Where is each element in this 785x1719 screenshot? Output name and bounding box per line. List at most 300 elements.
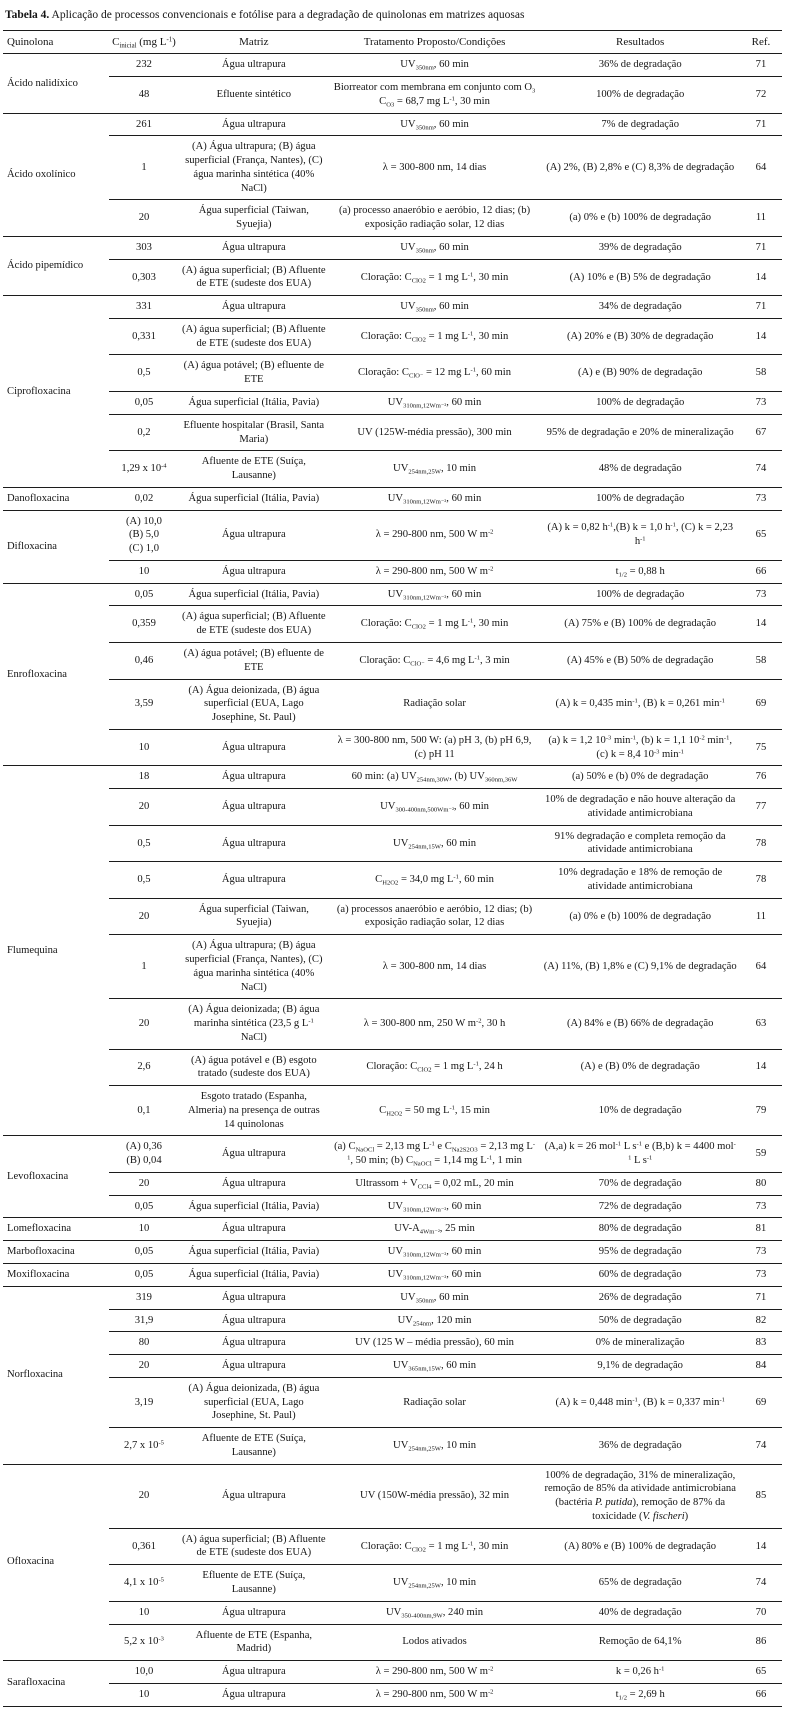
matrix: Água ultrapura — [179, 1661, 329, 1684]
initial-concentration: 18 — [109, 766, 179, 789]
table-row — [3, 583, 782, 606]
treatment: $UV_{300-400nm,500Wm^{-2}}$, 60 min — [329, 789, 541, 826]
matrix: (A) água superficial; (B) Afluente de ETE (sudeste dos EUA) — [179, 259, 329, 296]
initial-concentration: 0,05 — [109, 392, 179, 415]
initial-concentration: 0,1 — [109, 1086, 179, 1136]
initial-concentration: 20 — [109, 1464, 179, 1528]
result: 10% de degradação — [540, 1086, 739, 1136]
matrix: Água ultrapura — [179, 729, 329, 766]
reference: 82 — [740, 1309, 782, 1332]
matrix: Efluente hospitalar (Brasil, Santa Maria) — [179, 414, 329, 451]
reference: 74 — [740, 1565, 782, 1602]
matrix: (A) Água deionizada; (B) água marinha sintética (23,5 g $L^{-1}$ NaCl) — [179, 999, 329, 1049]
treatment: Cloração: $C_{ClO2} = 1$ mg $L^{-1}$, 30 min — [329, 606, 541, 643]
reference: 83 — [740, 1332, 782, 1355]
column-header-res: Resultados — [540, 30, 739, 53]
reference: 67 — [740, 414, 782, 451]
table-header — [3, 30, 782, 53]
treatment: $UV_{350nm}$, 60 min — [329, 113, 541, 136]
matrix: Afluente de ETE (Espanha, Madrid) — [179, 1624, 329, 1661]
table-row — [3, 136, 782, 200]
reference: 86 — [740, 1624, 782, 1661]
table-row — [3, 825, 782, 862]
matrix: (A) água potável e (B) esgoto tratado (sudeste dos EUA) — [179, 1049, 329, 1086]
treatment: $UV_{365nm,15W}$, 60 min — [329, 1355, 541, 1378]
result: 91% degradação e completa remoção da atividade antimicrobiana — [540, 825, 739, 862]
treatment: Cloração: $C_{ClO^-} = 12$ mg $L^{-1}$, 60 min — [329, 355, 541, 392]
table-row — [3, 1661, 782, 1684]
matrix: Água ultrapura — [179, 560, 329, 583]
initial-concentration: 0,5 — [109, 355, 179, 392]
reference: 73 — [740, 1241, 782, 1264]
initial-concentration: 0,359 — [109, 606, 179, 643]
matrix: Água ultrapura — [179, 510, 329, 560]
table-row — [3, 236, 782, 259]
reference: 11 — [740, 200, 782, 237]
reference: 75 — [740, 729, 782, 766]
treatment: $UV_{310nm,12Wm^{-2}}$, 60 min — [329, 392, 541, 415]
treatment: $UV_{254nm,25W}$, 10 min — [329, 1428, 541, 1465]
matrix: (A) Água ultrapura; (B) água superficial (França, Nantes), (C) água marinha sintética (40% NaCl) — [179, 136, 329, 200]
initial-concentration: 0,02 — [109, 487, 179, 510]
quinolone-degradation-table — [3, 30, 782, 1707]
table-row — [3, 898, 782, 935]
result: (A) 2%, (B) 2,8% e (C) 8,3% de degradação — [540, 136, 739, 200]
table-row — [3, 1172, 782, 1195]
result: 100% de degradação — [540, 77, 739, 114]
reference: 65 — [740, 1661, 782, 1684]
quinolone-name: Sarafloxacina — [3, 1661, 109, 1707]
initial-concentration: 0,361 — [109, 1528, 179, 1565]
table-row — [3, 1218, 782, 1241]
matrix: Água ultrapura — [179, 789, 329, 826]
table-caption-label: Tabela 4. — [5, 9, 50, 21]
table-row — [3, 729, 782, 766]
initial-concentration: 10 — [109, 560, 179, 583]
result: $t_{1/2} = 0,88$ h — [540, 560, 739, 583]
treatment: Biorreator com membrana em conjunto com $O_3$ $C_{O3} = 68,7$ mg $L^{-1}$, 30 min — [329, 77, 541, 114]
reference: 14 — [740, 318, 782, 355]
column-header-ref: Ref. — [740, 30, 782, 53]
matrix: Água ultrapura — [179, 1218, 329, 1241]
table-row — [3, 1355, 782, 1378]
quinolone-name: Ácido nalidíxico — [3, 54, 109, 113]
matrix: (A) água potável; (B) efluente de ETE — [179, 642, 329, 679]
table-row — [3, 510, 782, 560]
initial-concentration: 0,05 — [109, 1241, 179, 1264]
result: (A,a) k = 26 mol$^{-1}$ L $s^{-1}$ e (B,b) k = 4400 mol$^{-1}$ L $s^{-1}$ — [540, 1136, 739, 1173]
matrix: Água ultrapura — [179, 236, 329, 259]
result: 60% de degradação — [540, 1264, 739, 1287]
result: (A) 80% e (B) 100% de degradação — [540, 1528, 739, 1565]
matrix: Água ultrapura — [179, 1601, 329, 1624]
result: k = 0,26 $h^{-1}$ — [540, 1661, 739, 1684]
table-row — [3, 1049, 782, 1086]
result: (A) k = 0,448 $\min^{-1}$, (B) k = 0,337 $\min^{-1}$ — [540, 1377, 739, 1427]
result: 7% de degradação — [540, 113, 739, 136]
reference: 74 — [740, 1428, 782, 1465]
result: (A) 20% e (B) 30% de degradação — [540, 318, 739, 355]
result: (a) 0% e (b) 100% de degradação — [540, 200, 739, 237]
initial-concentration: 1 — [109, 935, 179, 999]
treatment: $UV_{350nm}$, 60 min — [329, 296, 541, 319]
result: 26% de degradação — [540, 1286, 739, 1309]
result: (A) 10% e (B) 5% de degradação — [540, 259, 739, 296]
table-row — [3, 1624, 782, 1661]
reference: 59 — [740, 1136, 782, 1173]
table-row — [3, 1377, 782, 1427]
matrix: (A) água superficial; (B) Afluente de ETE (sudeste dos EUA) — [179, 318, 329, 355]
table-row — [3, 1264, 782, 1287]
treatment: λ = 290-800 nm, 500 W $m^{-2}$ — [329, 510, 541, 560]
table-row — [3, 862, 782, 899]
treatment: $UV_{310nm,12Wm^{-2}}$, 60 min — [329, 1195, 541, 1218]
table-row — [3, 679, 782, 729]
table-row — [3, 1332, 782, 1355]
result: 100% de degradação — [540, 487, 739, 510]
result: (a) k = 1,2 $10^{-3}$ $\min^{-1}$, (b) k = 1,1 $10^{-2}$ $\min^{-1}$, (c) k = 8,4 $10^{-3}$ $\min^{-1}$ — [540, 729, 739, 766]
treatment: (a) processos anaeróbio e aeróbio, 12 dias; (b) exposição radiação solar, 12 dias — [329, 898, 541, 935]
column-header-matr: Matriz — [179, 30, 329, 53]
treatment: $UV_{254nm,25W}$, 10 min — [329, 1565, 541, 1602]
result: 100% de degradação — [540, 392, 739, 415]
initial-concentration: 10 — [109, 1683, 179, 1706]
treatment: $UV_{254nm,15W}$, 60 min — [329, 825, 541, 862]
initial-concentration: 48 — [109, 77, 179, 114]
reference: 69 — [740, 1377, 782, 1427]
matrix: (A) Água ultrapura; (B) água superficial (França, Nantes), (C) água marinha sintética (40% NaCl) — [179, 935, 329, 999]
table-row — [3, 1241, 782, 1264]
treatment: $C_{H2O2} = 50$ mg $L^{-1}$, 15 min — [329, 1086, 541, 1136]
result: (A) 75% e (B) 100% de degradação — [540, 606, 739, 643]
matrix: Água superficial (Taiwan, Syuejia) — [179, 200, 329, 237]
table-row — [3, 1086, 782, 1136]
reference: 84 — [740, 1355, 782, 1378]
matrix: (A) água potável; (B) efluente de ETE — [179, 355, 329, 392]
reference: 71 — [740, 236, 782, 259]
table-row — [3, 54, 782, 77]
quinolone-name: Norfloxacina — [3, 1286, 109, 1464]
matrix: Afluente de ETE (Suíça, Lausanne) — [179, 1428, 329, 1465]
reference: 73 — [740, 487, 782, 510]
initial-concentration: 1,29 x $10^{-4}$ — [109, 451, 179, 488]
column-header-conc: $C_{inicial}$ (mg $L^{-1}$) — [109, 30, 179, 53]
result: (A) k = 0,435 $\min^{-1}$, (B) k = 0,261 $\min^{-1}$ — [540, 679, 739, 729]
treatment: $UV_{310nm,12Wm^{-2}}$, 60 min — [329, 1264, 541, 1287]
table-row — [3, 296, 782, 319]
treatment: Ultrassom + $V_{CCl4} = 0,02$ mL, 20 min — [329, 1172, 541, 1195]
matrix: Esgoto tratado (Espanha, Almeria) na presença de outras 14 quinolonas — [179, 1086, 329, 1136]
initial-concentration: 0,303 — [109, 259, 179, 296]
initial-concentration: 10 — [109, 1601, 179, 1624]
initial-concentration: 31,9 — [109, 1309, 179, 1332]
result: (A) 45% e (B) 50% de degradação — [540, 642, 739, 679]
matrix: Água superficial (Itália, Pavia) — [179, 1264, 329, 1287]
result: (A) e (B) 90% de degradação — [540, 355, 739, 392]
initial-concentration: 0,2 — [109, 414, 179, 451]
treatment: UV (125W-média pressão), 300 min — [329, 414, 541, 451]
treatment: Lodos ativados — [329, 1624, 541, 1661]
reference: 73 — [740, 583, 782, 606]
reference: 85 — [740, 1464, 782, 1528]
reference: 78 — [740, 862, 782, 899]
reference: 78 — [740, 825, 782, 862]
table-row — [3, 789, 782, 826]
result: 10% de degradação e não houve alteração da atividade antimicrobiana — [540, 789, 739, 826]
reference: 71 — [740, 296, 782, 319]
treatment: Radiação solar — [329, 679, 541, 729]
result: 100% de degradação — [540, 583, 739, 606]
matrix: Água ultrapura — [179, 1355, 329, 1378]
treatment: λ = 290-800 nm, 500 W $m^{-2}$ — [329, 1661, 541, 1684]
table-row — [3, 1428, 782, 1465]
initial-concentration: 80 — [109, 1332, 179, 1355]
initial-concentration: 20 — [109, 789, 179, 826]
initial-concentration: 10,0 — [109, 1661, 179, 1684]
table-row — [3, 259, 782, 296]
reference: 71 — [740, 54, 782, 77]
quinolone-name: Enrofloxacina — [3, 583, 109, 766]
initial-concentration: 2,7 x $10^{-5}$ — [109, 1428, 179, 1465]
reference: 66 — [740, 560, 782, 583]
initial-concentration: 5,2 x $10^{-3}$ — [109, 1624, 179, 1661]
column-header-trat: Tratamento Proposto/Condições — [329, 30, 541, 53]
result: 100% de degradação, 31% de mineralização, remoção de 85% da atividade antimicrobiana (bactéria P. putida), remoção de 87% da toxicidade (V. fischeri) — [540, 1464, 739, 1528]
result: $t_{1/2} = 2,69$ h — [540, 1683, 739, 1706]
treatment: $UV_{310nm,12Wm^{-2}}$, 60 min — [329, 583, 541, 606]
matrix: Afluente de ETE (Suíça, Lausanne) — [179, 451, 329, 488]
result: 95% de degradação e 20% de mineralização — [540, 414, 739, 451]
result: 80% de degradação — [540, 1218, 739, 1241]
treatment: $UV_{350-400nm,9W}$, 240 min — [329, 1601, 541, 1624]
initial-concentration: 0,05 — [109, 1195, 179, 1218]
treatment: 60 min: (a) $UV_{254nm,30W}$, (b) $UV_{360nm,36W}$ — [329, 766, 541, 789]
treatment: Cloração: $C_{ClO^-} = 4,6$ mg $L^{-1}$, 3 min — [329, 642, 541, 679]
result: (A) e (B) 0% de degradação — [540, 1049, 739, 1086]
quinolone-name: Marbofloxacina — [3, 1241, 109, 1264]
result: 72% de degradação — [540, 1195, 739, 1218]
treatment: $UV_{254nm,25W}$, 10 min — [329, 451, 541, 488]
matrix: Água ultrapura — [179, 1332, 329, 1355]
reference: 64 — [740, 935, 782, 999]
result: 48% de degradação — [540, 451, 739, 488]
header-row — [3, 30, 782, 53]
treatment: UV (125 W – média pressão), 60 min — [329, 1332, 541, 1355]
treatment: Cloração: $C_{ClO2} = 1$ mg $L^{-1}$, 30 min — [329, 259, 541, 296]
matrix: (A) água superficial; (B) Afluente de ETE (sudeste dos EUA) — [179, 1528, 329, 1565]
quinolone-name: Ácido oxolínico — [3, 113, 109, 236]
matrix: Água ultrapura — [179, 862, 329, 899]
quinolone-name: Flumequina — [3, 766, 109, 1136]
quinolone-name: Ofloxacina — [3, 1464, 109, 1660]
initial-concentration: (A) 10,0 (B) 5,0 (C) 1,0 — [109, 510, 179, 560]
treatment: λ = 290-800 nm, 500 W $m^{-2}$ — [329, 1683, 541, 1706]
matrix: Água superficial (Itália, Pavia) — [179, 583, 329, 606]
reference: 65 — [740, 510, 782, 560]
matrix: Efluente sintético — [179, 77, 329, 114]
initial-concentration: 2,6 — [109, 1049, 179, 1086]
reference: 71 — [740, 1286, 782, 1309]
matrix: (A) água superficial; (B) Afluente de ETE (sudeste dos EUA) — [179, 606, 329, 643]
matrix: Efluente de ETE (Suíça, Lausanne) — [179, 1565, 329, 1602]
reference: 81 — [740, 1218, 782, 1241]
matrix: Água ultrapura — [179, 1172, 329, 1195]
result: (A) k = 0,82 $h^{-1},(B) k = 1,0$ $h^{-1}$, (C) k = 2,23 $h^{-1}$ — [540, 510, 739, 560]
table-row — [3, 1683, 782, 1706]
table-row — [3, 200, 782, 237]
table-row — [3, 1136, 782, 1173]
matrix: Água ultrapura — [179, 766, 329, 789]
treatment: λ = 290-800 nm, 500 W $m^{-2}$ — [329, 560, 541, 583]
result: (a) 50% e (b) 0% de degradação — [540, 766, 739, 789]
treatment: $C_{H2O2} = 34,0$ mg $L^{-1}$, 60 min — [329, 862, 541, 899]
treatment: (a) processo anaeróbio e aeróbio, 12 dias; (b) exposição radiação solar, 12 dias — [329, 200, 541, 237]
treatment: $UV_{310nm,12Wm^{-2}}$, 60 min — [329, 487, 541, 510]
result: 95% de degradação — [540, 1241, 739, 1264]
initial-concentration: 20 — [109, 1172, 179, 1195]
result: (A) 11%, (B) 1,8% e (C) 9,1% de degradação — [540, 935, 739, 999]
result: 39% de degradação — [540, 236, 739, 259]
initial-concentration: 0,331 — [109, 318, 179, 355]
quinolone-name: Danofloxacina — [3, 487, 109, 510]
table-caption-text: Aplicação de processos convencionais e fotólise para a degradação de quinolonas em matrizes aquosas — [49, 9, 525, 21]
initial-concentration: 10 — [109, 729, 179, 766]
initial-concentration: 20 — [109, 1355, 179, 1378]
initial-concentration: 20 — [109, 898, 179, 935]
table-row — [3, 766, 782, 789]
treatment: Cloração: $C_{ClO2} = 1$ mg $L^{-1}$, 30 min — [329, 1528, 541, 1565]
quinolone-name: Difloxacina — [3, 510, 109, 583]
result: (A) 84% e (B) 66% de degradação — [540, 999, 739, 1049]
reference: 71 — [740, 113, 782, 136]
treatment: UV (150W-média pressão), 32 min — [329, 1464, 541, 1528]
table-row — [3, 1464, 782, 1528]
matrix: (A) Água deionizada, (B) água superficial (EUA, Lago Josephine, St. Paul) — [179, 679, 329, 729]
matrix: Água ultrapura — [179, 1683, 329, 1706]
initial-concentration: 4,1 x $10^{-5}$ — [109, 1565, 179, 1602]
reference: 74 — [740, 451, 782, 488]
result: Remoção de 64,1% — [540, 1624, 739, 1661]
matrix: Água superficial (Itália, Pavia) — [179, 1241, 329, 1264]
matrix: Água superficial (Taiwan, Syuejia) — [179, 898, 329, 935]
initial-concentration: 3,59 — [109, 679, 179, 729]
table-row — [3, 113, 782, 136]
table-row — [3, 999, 782, 1049]
initial-concentration: 319 — [109, 1286, 179, 1309]
result: 0% de mineralização — [540, 1332, 739, 1355]
reference: 70 — [740, 1601, 782, 1624]
initial-concentration: 261 — [109, 113, 179, 136]
table-row — [3, 451, 782, 488]
table-caption — [5, 8, 780, 23]
table-row — [3, 1286, 782, 1309]
treatment: λ = 300-800 nm, 500 W: (a) pH 3, (b) pH 6,9, (c) pH 11 — [329, 729, 541, 766]
treatment: Cloração: $C_{ClO2} = 1$ mg $L^{-1}$, 30 min — [329, 318, 541, 355]
matrix: Água ultrapura — [179, 296, 329, 319]
treatment: λ = 300-800 nm, 14 dias — [329, 136, 541, 200]
quinolone-name: Levofloxacina — [3, 1136, 109, 1218]
table-row — [3, 560, 782, 583]
initial-concentration: 0,05 — [109, 1264, 179, 1287]
reference: 11 — [740, 898, 782, 935]
table-row — [3, 935, 782, 999]
initial-concentration: 303 — [109, 236, 179, 259]
treatment: $UV-A_{4Wm^{-2}}$, 25 min — [329, 1218, 541, 1241]
initial-concentration: 0,5 — [109, 862, 179, 899]
matrix: Água superficial (Itália, Pavia) — [179, 392, 329, 415]
matrix: Água ultrapura — [179, 1464, 329, 1528]
reference: 14 — [740, 1528, 782, 1565]
reference: 73 — [740, 1264, 782, 1287]
reference: 14 — [740, 606, 782, 643]
table-row — [3, 606, 782, 643]
reference: 64 — [740, 136, 782, 200]
initial-concentration: 1 — [109, 136, 179, 200]
reference: 14 — [740, 259, 782, 296]
treatment: $UV_{254nm}$, 120 min — [329, 1309, 541, 1332]
reference: 69 — [740, 679, 782, 729]
treatment: (a) $C_{NaOCl} = 2,13$ mg $L^{-1}$ e $C_{Na2S2O3} = 2,13$ mg $L^{-1}$, 50 min; (b) $C_{NaOCl} = 1,14$ mg $L^{-1}$, 1 min — [329, 1136, 541, 1173]
treatment: $UV_{350nm}$, 60 min — [329, 1286, 541, 1309]
initial-concentration: (A) 0,36 (B) 0,04 — [109, 1136, 179, 1173]
reference: 80 — [740, 1172, 782, 1195]
initial-concentration: 0,46 — [109, 642, 179, 679]
matrix: (A) Água deionizada, (B) água superficial (EUA, Lago Josephine, St. Paul) — [179, 1377, 329, 1427]
initial-concentration: 331 — [109, 296, 179, 319]
initial-concentration: 10 — [109, 1218, 179, 1241]
matrix: Água ultrapura — [179, 1309, 329, 1332]
result: 40% de degradação — [540, 1601, 739, 1624]
reference: 73 — [740, 1195, 782, 1218]
reference: 63 — [740, 999, 782, 1049]
table-row — [3, 318, 782, 355]
result: 70% de degradação — [540, 1172, 739, 1195]
treatment: λ = 300-800 nm, 14 dias — [329, 935, 541, 999]
matrix: Água superficial (Itália, Pavia) — [179, 487, 329, 510]
result: 34% de degradação — [540, 296, 739, 319]
table-body — [3, 54, 782, 1706]
matrix: Água ultrapura — [179, 1286, 329, 1309]
treatment: λ = 300-800 nm, 250 W $m^{-2}$, 30 h — [329, 999, 541, 1049]
matrix: Água ultrapura — [179, 54, 329, 77]
treatment: $UV_{350nm}$, 60 min — [329, 54, 541, 77]
initial-concentration: 20 — [109, 999, 179, 1049]
table-row — [3, 1528, 782, 1565]
initial-concentration: 232 — [109, 54, 179, 77]
quinolone-name: Ácido pipemídico — [3, 236, 109, 295]
table-row — [3, 1309, 782, 1332]
reference: 79 — [740, 1086, 782, 1136]
table-row — [3, 487, 782, 510]
matrix: Água superficial (Itália, Pavia) — [179, 1195, 329, 1218]
matrix: Água ultrapura — [179, 113, 329, 136]
table-row — [3, 642, 782, 679]
initial-concentration: 20 — [109, 200, 179, 237]
quinolone-name: Ciprofloxacina — [3, 296, 109, 488]
result: 36% de degradação — [540, 1428, 739, 1465]
result: 36% de degradação — [540, 54, 739, 77]
reference: 58 — [740, 355, 782, 392]
result: 9,1% de degradação — [540, 1355, 739, 1378]
result: 10% degradação e 18% de remoção de atividade antimicrobiana — [540, 862, 739, 899]
table-row — [3, 392, 782, 415]
treatment: Radiação solar — [329, 1377, 541, 1427]
reference: 72 — [740, 77, 782, 114]
table-row — [3, 1601, 782, 1624]
table-row — [3, 1195, 782, 1218]
treatment: $UV_{350nm}$, 60 min — [329, 236, 541, 259]
treatment: Cloração: $C_{ClO2} = 1$ mg $L^{-1}$, 24 h — [329, 1049, 541, 1086]
